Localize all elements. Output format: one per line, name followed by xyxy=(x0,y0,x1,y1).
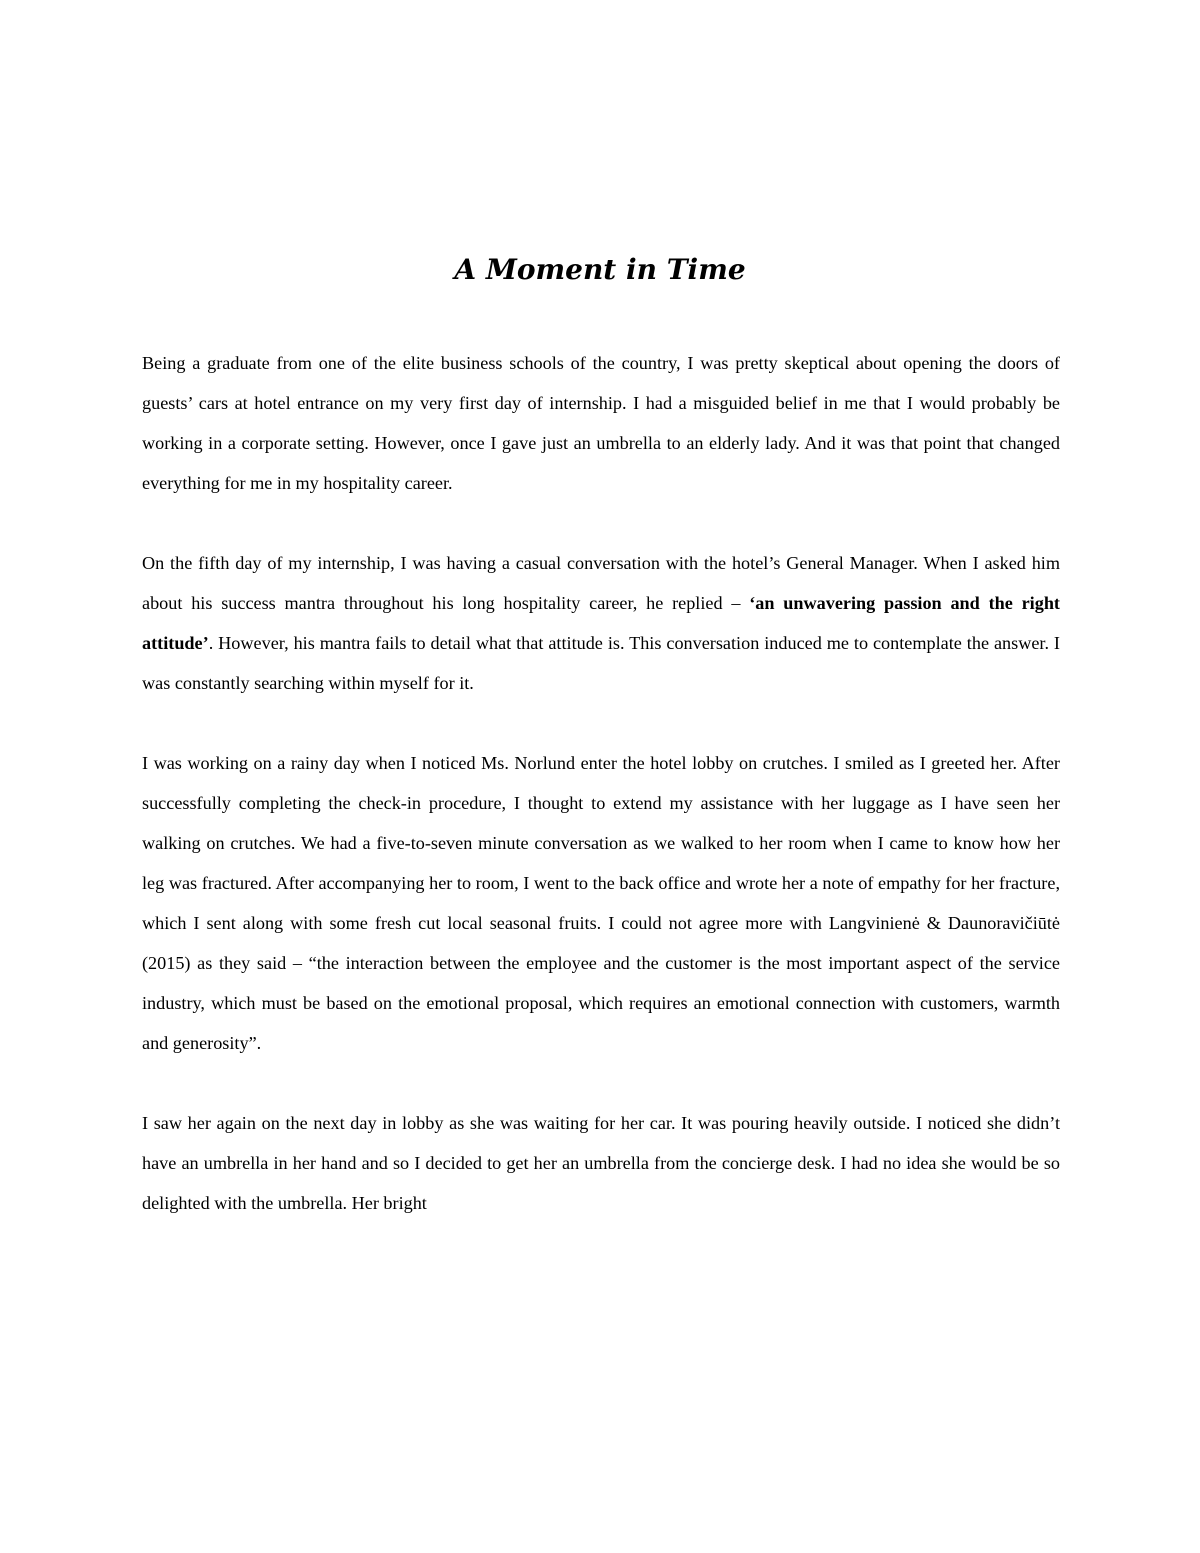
paragraph-4: I saw her again on the next day in lobby as she was waiting for her car. It was pouring heavily outside. I noticed she didn’t have an umbrella in her hand and so I decided to get her an umbrella from the concierge desk. I had no idea she would be so delighted with the umbrella. Her bright xyxy=(142,1113,1060,1213)
paragraph-1: Being a graduate from one of the elite business schools of the country, I was pretty skeptical about opening the doors of guests’ cars at hotel entrance on my very first day of internship. I had a misguided belief in me that I would probably be working in a corporate setting. However, once I gave just an umbrella to an elderly lady. And it was that point that changed everything for me in my hospitality career. xyxy=(142,353,1060,493)
paragraph-3: I was working on a rainy day when I noticed Ms. Norlund enter the hotel lobby on crutches. I smiled as I greeted her. After successfully completing the check-in procedure, I thought to extend my assistance with her luggage as I have seen her walking on crutches. We had a five-to-seven minute conversation as we walked to her room when I came to know how her leg was fractured. After accompanying her to room, I went to the back office and wrote her a note of empathy for her fracture, which I sent along with some fresh cut local seasonal fruits. I could not agree more with Langvinienė & Daunoravičiūtė (2015) as they said – “the interaction between the employee and the customer is the most important aspect of the service industry, which must be based on the emotional proposal, which requires an emotional connection with customers, warmth and generosity”. xyxy=(142,753,1060,1053)
paragraph-2-text-before: On the fifth day of my internship, I was having a casual conversation with the hotel’s General Manager. When I asked him about his success mantra throughout his long hospitality career, he replied – xyxy=(142,553,1060,613)
document-body xyxy=(142,343,1060,1263)
document-title: A Moment in Time xyxy=(454,253,746,286)
paragraph-2 xyxy=(142,543,1060,703)
paragraph-2-quote-emphasis: ‘an unwavering passion and the right attitude’ xyxy=(142,593,1060,653)
paragraph-2-text-after: . However, his mantra fails to detail what that attitude is. This conversation induced me to contemplate the answer. I was constantly searching within myself for it. xyxy=(142,633,1060,693)
